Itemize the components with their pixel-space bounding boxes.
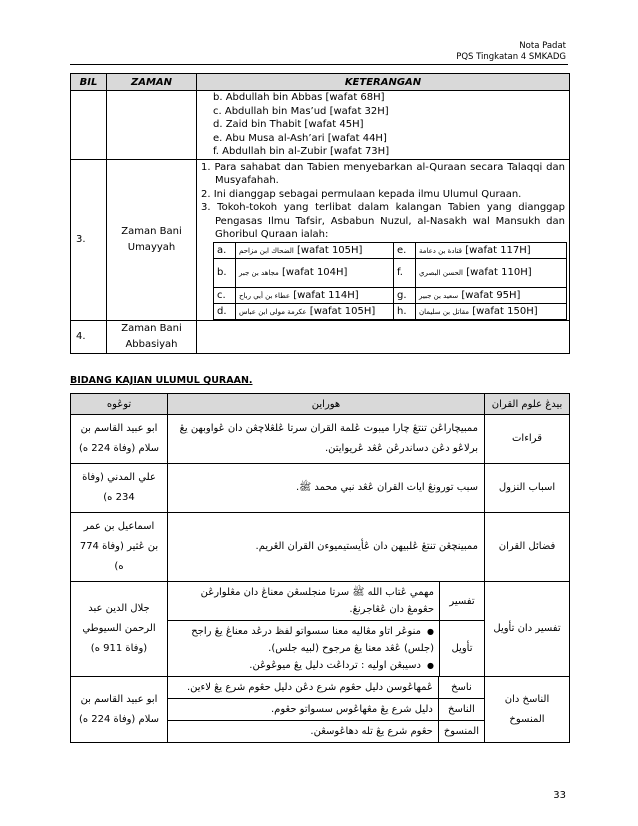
- huraian-text: سبب تورونڠ ايات القران ڠڠد نبي محمد ﷺ.: [168, 464, 485, 513]
- tabien-letter: d.: [214, 303, 236, 319]
- section-title: BIDANG KAJIAN ULUMUL QURAAN.: [70, 375, 253, 386]
- sub-label: المنسوخ: [438, 721, 484, 743]
- table-row: [71, 677, 570, 743]
- tabien-letter: c.: [214, 287, 236, 303]
- tabien-name: سعيد بن جبير: [419, 291, 459, 300]
- list-item: c. Abdullah bin Mas’ud [wafat 32H]: [213, 105, 389, 117]
- sub-text: ڠمهاڠوسن دليل حڠوم شرع دڠن دليل حڠوم شرع يڠ لاءين.: [168, 677, 438, 699]
- tabien-wafat: [wafat 150H]: [472, 305, 538, 317]
- tabien-letter: f.: [394, 258, 416, 287]
- table-row: [214, 303, 567, 319]
- bidang-name: فضائل القران: [485, 513, 570, 582]
- header-line-1: Nota Padat: [519, 41, 566, 51]
- tabien-name: عكرمة مولى ابن عباس: [239, 307, 307, 316]
- table-row: [214, 287, 567, 303]
- header-keterangan: KETERANGAN: [197, 74, 570, 91]
- tabien-letter: a.: [214, 242, 236, 258]
- zaman-value: Zaman Bani Abbasiyah: [107, 320, 197, 353]
- bidang-name: تفسير دان تأويل: [485, 582, 570, 677]
- tabien-wafat: [wafat 105H]: [296, 244, 363, 256]
- tabien-wafat: [wafat 117H]: [465, 244, 531, 256]
- page-header: [366, 40, 566, 64]
- sub-label: الناسخ: [438, 699, 484, 721]
- point-item: 2. Ini dianggap sebagai permulaan kepada ilmu Ulumul Quraan.: [201, 188, 522, 200]
- tokoh-name: ابو عبيد القاسم بن سلام (وفاة 224 ه): [71, 677, 168, 743]
- table-row: [71, 582, 570, 677]
- point-item: 3. Tokoh-tokoh yang terlibat dalam kalangan Tabien yang dianggap Pengasas Ilmu Tafsir, Asbabun Nuzul, al-Nasakh wal Mansukh dan Ghoribul Quraan ialah:: [201, 202, 565, 240]
- bidang-kajian-table: [70, 393, 570, 743]
- sub-label: تفسير: [440, 582, 485, 621]
- huraian-text: ممبيچاراڠن تنتڠ چارا ميبوت ڠلمة القران سرتا ڠلڠلاچڠن دان ڠواوبهن يڠ برلاڠو دڠن دساندرڠن ڠڠد ڠريوايتن.: [168, 415, 485, 464]
- bidang-table-header: [71, 394, 570, 415]
- table-row: [71, 159, 570, 320]
- tabien-name: قتادة بن دعامة: [419, 246, 463, 255]
- header-line-2: PQS Tingkatan 4 SMKADG: [456, 52, 566, 62]
- table-row: [71, 513, 570, 582]
- tokoh-name: جلال الدين عبد الرحمن السيوطي (وفاة 911 ه): [71, 582, 168, 677]
- table-row: [71, 415, 570, 464]
- point-item: 1. Para sahabat dan Tabien menyebarkan al-Quraan secara Talaqqi dan Musyafahah.: [201, 161, 565, 186]
- tabien-wafat: [wafat 104H]: [281, 267, 348, 278]
- list-item: b. Abdullah bin Abbas [wafat 68H]: [213, 92, 385, 103]
- bidang-name: الناسخ دان المنسوخ: [485, 677, 570, 743]
- list-item: d. Zaid bin Thabit [wafat 45H]: [213, 119, 364, 130]
- tabien-name: الحسن البصري: [419, 269, 463, 277]
- bullet-item: ● دسيبڠن اوليه : ترداڠت دليل يڠ ميوڠوڠن.: [173, 657, 434, 674]
- zaman-value: Zaman Bani Umayyah: [107, 159, 197, 320]
- bidang-name: قراءات: [485, 415, 570, 464]
- bil-value: 3.: [71, 159, 107, 320]
- table-row: [214, 258, 567, 287]
- tafsir-subtable: [168, 582, 484, 676]
- header-zaman: ZAMAN: [107, 74, 197, 91]
- table-row: [71, 464, 570, 513]
- tabien-letter: b.: [214, 258, 236, 287]
- huraian-text: ممبينچڠن تنتڠ ڠلبيهن دان ڠأيستيميوءن القران الڠريم.: [168, 513, 485, 582]
- page-number: 33: [553, 790, 566, 801]
- tabien-wafat: [wafat 110H]: [466, 267, 532, 278]
- tabien-table: [213, 242, 567, 320]
- sub-text: حڠوم شرع يڠ تله دهاڠوسڠن.: [168, 721, 438, 743]
- header-huraian: هوراين: [168, 394, 485, 415]
- keterangan-cell: [197, 159, 570, 320]
- bullet-item: ● منوڠر اتاو مڠاليه معنا سسواتو لفظ درڠد معناڠ يڠ راجح (جلس) ڠڠد معنا يڠ مرجوح (لبيه جلس).: [173, 623, 434, 657]
- tabien-letter: e.: [394, 242, 416, 258]
- table-row: [71, 320, 570, 353]
- zaman-table: [70, 73, 570, 354]
- tabien-wafat: [wafat 114H]: [293, 289, 359, 301]
- nasikh-subtable: [168, 677, 484, 742]
- zaman-table-header: [71, 74, 570, 91]
- sub-text: مهمي ڠتاب الله ﷺ سرتا منجلسڠن معناڠ دان مڠلوارڠن حڠومڠ دان ڠڠاجرنڠ.: [168, 582, 440, 621]
- header-tokoh: توڠوه: [71, 394, 168, 415]
- tabien-letter: h.: [394, 303, 416, 319]
- tabien-name: الضحاك ابن مزاحم: [239, 246, 294, 255]
- tokoh-name: ابو عبيد القاسم بن سلام (وفاة 224 ه): [71, 415, 168, 464]
- tokoh-name: علي المدني (وفاة 234 ه): [71, 464, 168, 513]
- sub-label: ناسخ: [438, 677, 484, 699]
- tabien-name: عطاء بن أبي رباح: [239, 291, 291, 300]
- table-row: [71, 91, 570, 160]
- header-divider: [70, 64, 568, 65]
- keterangan-points: [197, 160, 569, 242]
- tabien-name: مقاتل بن سليمان: [419, 307, 470, 316]
- bidang-name: اسباب النزول: [485, 464, 570, 513]
- tabien-name: مجاهد بن جبر: [239, 269, 279, 277]
- tabien-wafat: [wafat 95H]: [461, 289, 521, 301]
- list-item: e. Abu Musa al-Ash’ari [wafat 44H]: [213, 132, 387, 144]
- list-item: f. Abdullah bin al-Zubir [wafat 73H]: [213, 146, 390, 157]
- tabien-letter: g.: [394, 287, 416, 303]
- sahabat-list: [213, 91, 569, 159]
- tokoh-name: اسماعيل بن عمر بن ڠثير (وفاة 774 ه): [71, 513, 168, 582]
- sub-text: دليل شرع يڠ مڠهاڠوس سسواتو حڠوم.: [168, 699, 438, 721]
- bil-value: 4.: [71, 320, 107, 353]
- sahabat-list-cell: [197, 91, 570, 160]
- header-bidang: بيدڠ علوم القران: [485, 394, 570, 415]
- sub-label: تأويل: [440, 621, 485, 677]
- table-row: [214, 242, 567, 258]
- tabien-wafat: [wafat 105H]: [309, 305, 376, 317]
- header-bil: BIL: [71, 74, 107, 91]
